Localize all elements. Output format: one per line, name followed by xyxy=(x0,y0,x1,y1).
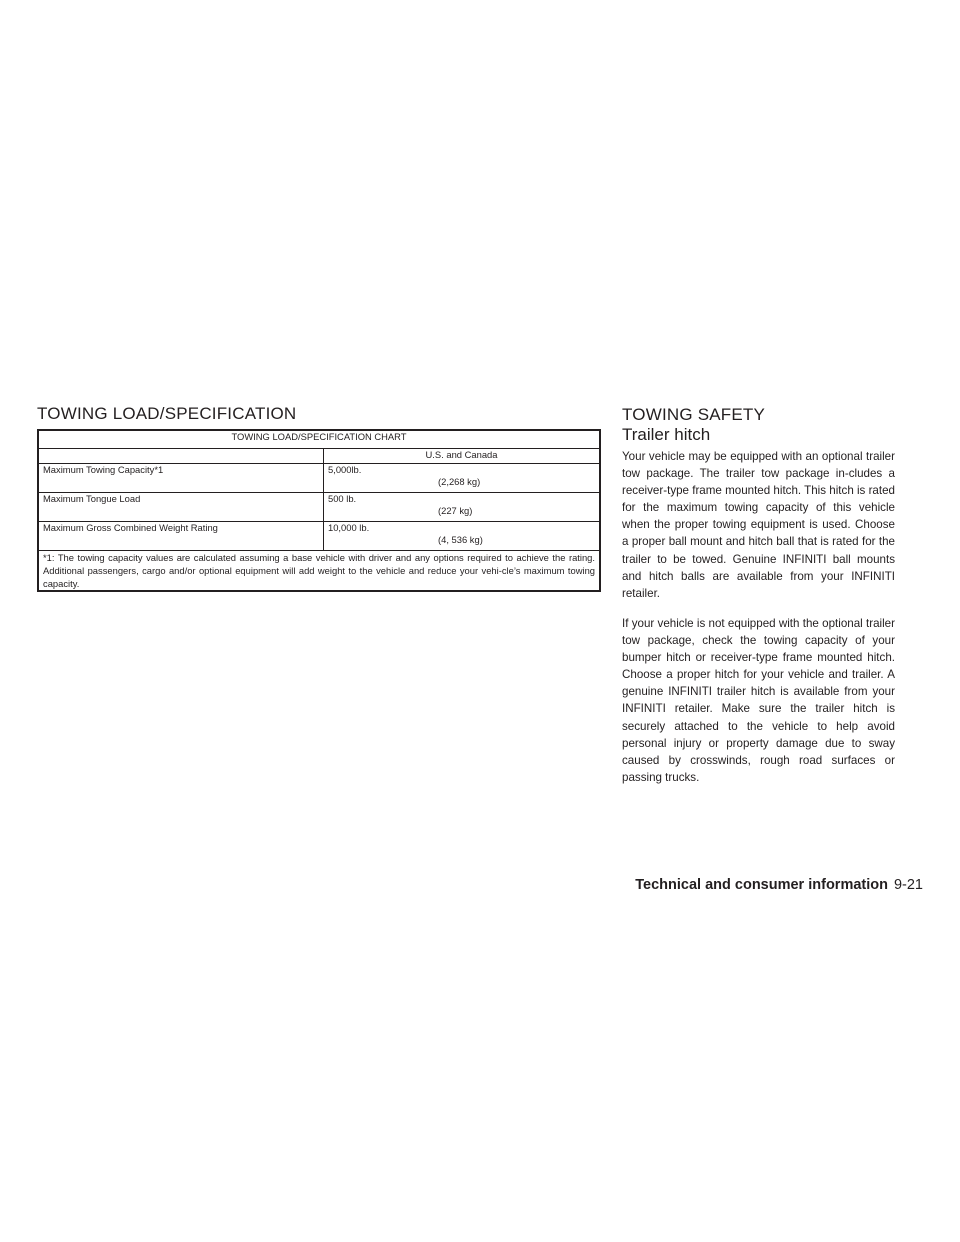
table-row xyxy=(38,522,600,551)
table-header-row xyxy=(38,449,600,464)
towing-safety-title: TOWING SAFETY xyxy=(622,405,766,424)
trailer-hitch-subtitle: Trailer hitch xyxy=(622,425,711,444)
body-paragraph: If your vehicle is not equipped with the optional trailer tow package, check the towing capacity of your bumper hitch or receiver-type frame mounted hitch. Choose a proper hitch for your vehicle and trailer. A genuine INFINITI trailer hitch is available from your INFINITI retailer. Make sure the trailer hitch is securely attached to the vehicle to help avoid personal injury or property damage due to sway caused by crosswinds, rough road surfaces or passing trucks. xyxy=(622,617,895,784)
body-paragraph: Your vehicle may be equipped with an optional trailer tow package. The trailer tow package in-cludes a receiver-type frame mounted hitch. This hitch is rated for the maximum towing capacity of this vehicle when the proper towing equipment is used. Choose a proper ball mount and hitch ball that is rated for the trailer to be towed. Genuine INFINITI ball mounts and hitch balls are available from your INFINITI retailer. xyxy=(622,450,896,600)
table-row xyxy=(38,464,600,493)
row-value: 10,000 lb. xyxy=(328,522,370,533)
table-caption: TOWING LOAD/SPECIFICATION CHART xyxy=(38,430,600,449)
row-value-cell xyxy=(324,522,601,551)
table-column-header: U.S. and Canada xyxy=(324,449,601,464)
table-caption-row xyxy=(38,430,600,449)
table-header-empty xyxy=(38,449,324,464)
row-value-cell xyxy=(324,493,601,522)
row-value-metric: (4, 536 kg) xyxy=(438,534,483,545)
table-footnote: *1: The towing capacity values are calculated assuming a base vehicle with driver and any options required to achieve the rating. Additional passengers, cargo and/or optional equipment will add weight to the vehicle and reduce your vehi-cle’s maximum towing capacity. xyxy=(38,551,600,592)
row-label: Maximum Gross Combined Weight Rating xyxy=(38,522,324,551)
row-value: 5,000lb. xyxy=(328,464,362,475)
towing-load-title: TOWING LOAD/SPECIFICATION xyxy=(37,404,297,423)
footer-section-name: Technical and consumer information xyxy=(635,877,888,893)
table-row xyxy=(38,493,600,522)
row-label: Maximum Tongue Load xyxy=(38,493,324,522)
row-value-cell xyxy=(324,464,601,493)
page-footer xyxy=(635,877,923,893)
row-value-metric: (227 kg) xyxy=(438,505,473,516)
table-footnote-row xyxy=(38,551,600,592)
row-label: Maximum Towing Capacity*1 xyxy=(38,464,324,493)
towing-spec-table xyxy=(37,429,601,592)
page-number: 9-21 xyxy=(893,877,923,893)
row-value: 500 lb. xyxy=(328,493,357,504)
row-value-metric: (2,268 kg) xyxy=(438,476,481,487)
